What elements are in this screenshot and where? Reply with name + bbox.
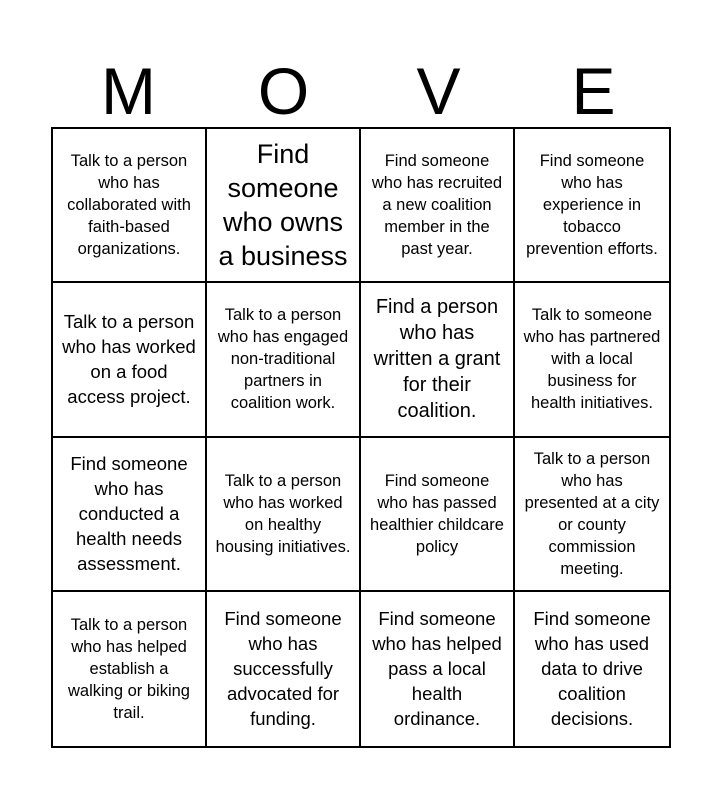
bingo-cell-r1-c4[interactable]: [515, 129, 669, 283]
bingo-cell-r1-c2[interactable]: [207, 129, 361, 283]
bingo-cell-r3-c2[interactable]: [207, 438, 361, 592]
bingo-cell-r2-c4[interactable]: [515, 283, 669, 437]
bingo-cell-text: Find someone who has recruited a new coalition member in the past year.: [371, 152, 503, 259]
bingo-cell-r3-c1[interactable]: [53, 438, 207, 592]
bingo-cell-r1-c1[interactable]: [53, 129, 207, 283]
bingo-cell-r3-c3[interactable]: [361, 438, 515, 592]
bingo-cell-text: Talk to a person who has helped establish a walking or biking trail.: [68, 615, 190, 722]
bingo-cell-r4-c2[interactable]: [207, 592, 361, 746]
bingo-cell-text: Find someone who has used data to drive coalition decisions.: [533, 608, 651, 730]
bingo-cell-text: Find someone who has helped pass a local health ordinance.: [372, 608, 502, 730]
bingo-cell-r2-c2[interactable]: [207, 283, 361, 437]
bingo-cell-text: Talk to a person who has worked on healthy housing initiatives.: [215, 471, 351, 556]
bingo-cell-r4-c1[interactable]: [53, 592, 207, 746]
bingo-cell-text: Talk to someone who has partnered with a local business for health initiatives.: [523, 306, 661, 413]
bingo-cell-r1-c3[interactable]: [361, 129, 515, 283]
bingo-cell-text: Talk to a person who has presented at a city or county commission meeting.: [524, 449, 660, 578]
bingo-cell-text: Find someone who has successfully advocated for funding.: [224, 608, 342, 730]
bingo-cell-r4-c4[interactable]: [515, 592, 669, 746]
bingo-cell-text: Talk to a person who has collaborated with faith-based organizations.: [67, 152, 191, 259]
bingo-cell-text: Find someone who has experience in tobacco prevention efforts.: [526, 152, 658, 259]
bingo-cell-text: Find someone who has passed healthier childcare policy: [370, 471, 504, 556]
bingo-cell-r3-c4[interactable]: [515, 438, 669, 592]
bingo-cell-text: Talk to a person who has engaged non-traditional partners in coalition work.: [217, 306, 349, 413]
header-letter-o: O: [257, 54, 310, 128]
bingo-cell-text: Talk to a person who has worked on a food access project.: [62, 311, 196, 408]
bingo-cell-r4-c3[interactable]: [361, 592, 515, 746]
header-letter-m: M: [101, 54, 156, 128]
bingo-cell-text: Find someone who owns a business: [218, 139, 348, 272]
header-letter-e: E: [571, 54, 616, 128]
bingo-cell-r2-c1[interactable]: [53, 283, 207, 437]
header-letter-v: V: [416, 54, 461, 128]
bingo-cell-text: Find a person who has written a grant for their coalition.: [373, 296, 501, 423]
bingo-cell-r2-c3[interactable]: [361, 283, 515, 437]
bingo-header: [51, 55, 671, 127]
bingo-cell-text: Find someone who has conducted a health needs assessment.: [70, 453, 188, 575]
bingo-board: [51, 127, 671, 748]
